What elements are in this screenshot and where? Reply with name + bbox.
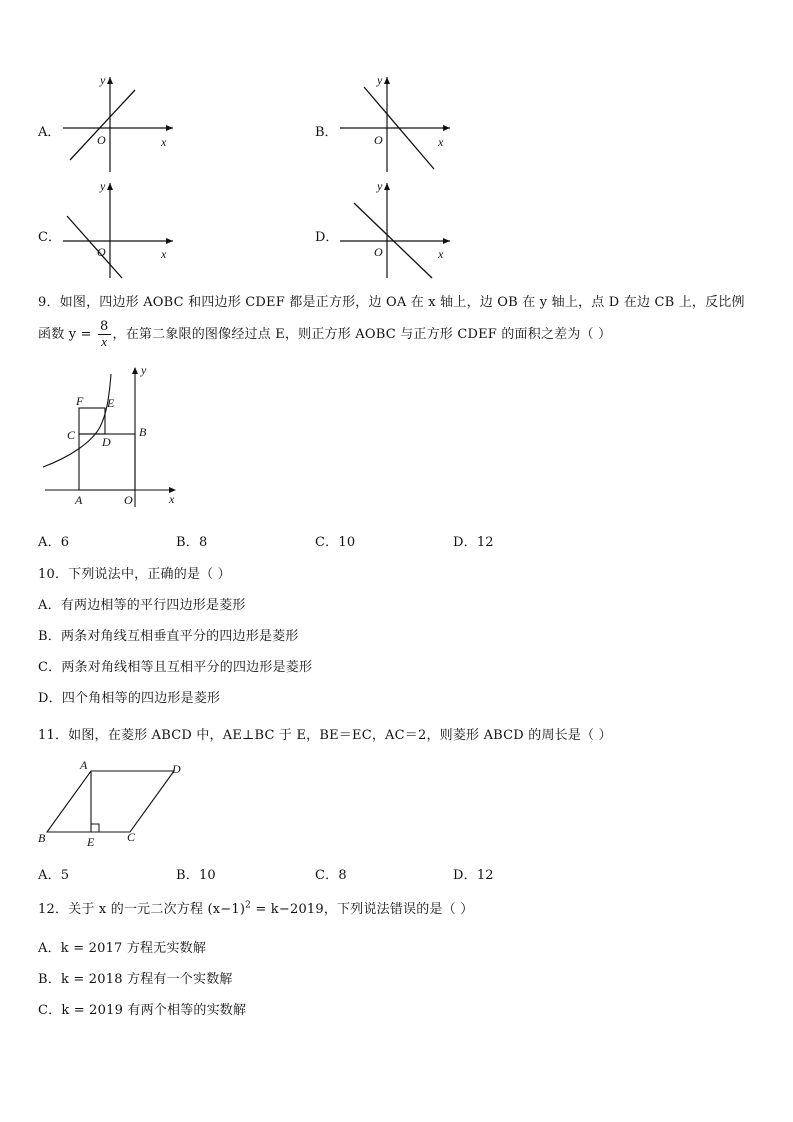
q9-figure xyxy=(40,362,185,510)
q9-label-O: O xyxy=(124,493,133,507)
graph-a-y-label: y xyxy=(100,73,106,87)
q11-label-D: D xyxy=(172,762,181,776)
graph-d-x-label: x xyxy=(438,247,444,261)
q9-label-C: C xyxy=(67,428,76,442)
q9-frac-denominator: x xyxy=(101,334,108,349)
q11-figure xyxy=(34,757,194,852)
graph-a-x-label: x xyxy=(161,135,167,149)
q9-label-E: E xyxy=(107,396,115,410)
q11-option-a: A．5 xyxy=(38,868,70,883)
q12-stem xyxy=(38,898,473,917)
graph-option-d xyxy=(332,178,457,283)
q10-option-d: D．四个角相等的四边形是菱形 xyxy=(38,691,221,706)
option-a-label: A． xyxy=(38,125,61,140)
graph-option-b xyxy=(332,72,457,182)
q9-label-x: x xyxy=(169,492,175,506)
q11-label-C: C xyxy=(127,830,136,844)
q9-label-B: B xyxy=(139,425,147,439)
q9-option-a: A．6 xyxy=(38,535,70,550)
q12-stem-post: = k−2019，下列说法错误的是（ ） xyxy=(251,902,474,917)
q9-line2-post: ，在第二象限的图像经过点 E，则正方形 AOBC 与正方形 CDEF 的面积之差为（ ） xyxy=(112,327,612,342)
q11-option-d: D．12 xyxy=(453,868,494,883)
graph-b-x-label: x xyxy=(438,135,444,149)
q9-option-b: B．8 xyxy=(176,535,208,550)
q9-label-D: D xyxy=(102,435,111,449)
q11-label-E: E xyxy=(87,835,95,849)
graph-c-origin-label: O xyxy=(97,245,106,259)
option-b-label: B． xyxy=(315,125,338,140)
q9-fraction xyxy=(98,320,110,349)
graph-option-c xyxy=(55,178,180,283)
q11-label-A: A xyxy=(80,758,88,772)
q9-option-d: D．12 xyxy=(453,535,494,550)
q9-label-y: y xyxy=(141,363,147,377)
q10-stem: 10．下列说法中，正确的是（ ） xyxy=(38,567,231,582)
graph-b-origin-label: O xyxy=(374,133,383,147)
q12-stem-pre: 12．关于 x 的一元二次方程 (x−1) xyxy=(38,902,246,917)
q10-option-c: C．两条对角线相等且互相平分的四边形是菱形 xyxy=(38,660,313,675)
q12-option-a: A．k = 2017 方程无实数解 xyxy=(38,941,207,956)
q10-option-a: A．有两边相等的平行四边形是菱形 xyxy=(38,598,246,613)
q11-option-b: B．10 xyxy=(176,868,216,883)
q11-stem: 11．如图，在菱形 ABCD 中，AE⊥BC 于 E，BE＝EC，AC＝2，则菱形 ABCD 的周长是（ ） xyxy=(38,728,612,743)
q12-option-b: B．k = 2018 方程有一个实数解 xyxy=(38,972,233,987)
graph-d-origin-label: O xyxy=(374,245,383,259)
q9-stem-line2 xyxy=(38,320,611,349)
graph-d-y-label: y xyxy=(377,179,383,193)
q9-stem-line1: 9．如图，四边形 AOBC 和四边形 CDEF 都是正方形，边 OA 在 x 轴上，边 OB 在 y 轴上，点 D 在边 CB 上，反比例 xyxy=(38,295,745,310)
graph-c-y-label: y xyxy=(100,179,106,193)
graph-c-x-label: x xyxy=(161,247,167,261)
q9-label-A: A xyxy=(75,493,83,507)
option-d-label: D． xyxy=(315,230,339,245)
q9-option-c: C．10 xyxy=(315,535,356,550)
q11-label-B: B xyxy=(38,831,46,845)
q9-frac-numerator: 8 xyxy=(100,319,109,334)
q11-option-c: C．8 xyxy=(315,868,347,883)
graph-a-origin-label: O xyxy=(97,133,106,147)
option-c-label: C． xyxy=(38,230,61,245)
q9-label-F: F xyxy=(76,394,84,408)
graph-option-a xyxy=(55,72,180,182)
q12-option-c: C．k = 2019 有两个相等的实数解 xyxy=(38,1003,247,1018)
q9-line2-pre: 函数 y = xyxy=(38,327,97,342)
q10-option-b: B．两条对角线互相垂直平分的四边形是菱形 xyxy=(38,629,299,644)
q12-stem-exponent: 2 xyxy=(245,900,252,911)
graph-b-y-label: y xyxy=(377,73,383,87)
